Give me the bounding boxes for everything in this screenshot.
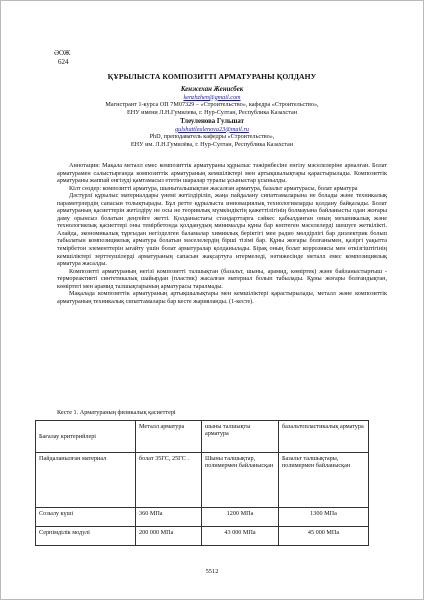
author2-email[interactable]: gulshattleulenova23@mail.ru [175,125,249,133]
table-caption: Кесте 1. Арматураның физикалық қасиеттері [57,409,176,416]
abstract-paragraph: Аннотация: Мақала металл емес композиттік арматураны құрылыс тәжірибесіне енгізу мәселелеріне арналған. Болат арматурамен салыстырғанда композиттік арматураның кемшіліктері мен артықшылықтары қарастырылады. Композиттік арматураны жаппай енгізуді қамтамасыз ететін шаралар туралы ұсыныстар ұсынылды. [57,162,387,185]
author1-affiliation: ЕНУ имени Л.Н.Гумилева, г. Нур-Султан, Республика Казахстан [126,108,298,116]
table-row [36,453,369,508]
table-cell: 360 МПа [136,508,202,527]
table-header-cell: базальтопластикалық арматура [279,421,369,453]
properties-table [35,420,369,546]
table-cell: 45 000 МПа [279,527,369,546]
udc-block [54,49,70,67]
author2-block [30,118,394,148]
table-cell: 43 000 МПа [202,527,279,546]
table-cell: Пайдаланылған материал [36,453,136,508]
table-cell: 1300 МПа [279,508,369,527]
table-cell: Шыны талшықтар, полимермен байланысқан [202,453,279,508]
table-cell: Серпімділік модулі [36,527,136,546]
table-row [36,527,369,546]
author2-position: PhD, преподаватель кафедры «Строительство», [149,133,275,141]
table-header-row [36,421,369,453]
author1-position: Магистрант 1-курса ОП 7М07329 – «Строительство», кафедра «Строительство», [105,101,319,109]
author2-affiliation: ЕНУ им. Л.Н.Гумилёва, г. Нур-Султан, Республика Казахстан [130,140,294,148]
table-row [36,508,369,527]
page-number: 5512 [205,568,219,575]
table-cell: Созылу күші [36,508,136,527]
author1-block [30,86,394,116]
paper-title: ҚҰРЫЛЫСТА КОМПОЗИТТІ АРМАТУРАНЫ ҚОЛДАНУ [107,72,317,81]
body-paragraph: Мақалада композиттік арматураның артықшылықтары мен кемшіліктері қарастырылады, металл және композиттік арматураның техникалық сипаттамалары бар кесте жарияланды. (1-кесте). [57,290,387,305]
table-cell: Базальт талшықтары, полимермен байланысқан [279,453,369,508]
table-header-cell: Бағалау критерийлері [36,421,136,453]
udc-number: 624 [58,58,69,66]
author1-email[interactable]: kenzhzhen@gmail.com [183,93,241,101]
table-header-cell: Металл арматура [136,421,202,453]
author2-name: Тлеуленова Гульшат [180,118,244,125]
table-header-cell: шыны талшықты арматура [202,421,279,453]
table-cell: болат 35ГС, 25ГС . [136,453,202,508]
body-paragraph: Дәстүрлі құрылыс материалдары үнемі жетілдіріліп, жаңа пайдалану сипаттамаларына не болады және техникалық параметрлердің сапасын толықтырады. Бұл ретте құрылыста инновациялық технологияларды қолдану байқалады. Болат арматураның қасиеттерін жетілдіру не осы не теориялық мүмкіндіктің қажеттілігінің болмауына байланысты одан жоғары даму орынсыз болатын деңгейге жетті. Қолданыстағы стандарттарға сәйкес қабылданған оның механикалық және технологиялық қасиеттері оны темірбетонда қолданудың минималды құны бар көптеген мәселелерді шешуге жеткілікті. Алайда, экономикалық тұрғыдан негізделген баламалар химиялық беріктігі мен радио мөлдірлігі бар диэлектрик болып табылатын композициялық арматура болатын мәселелердің бірші тізімі бар. Құны жоғары болғанымен, қазіргі уақытта темірбетон элементтерін ығайту үшін болат арматуралар қолданылады. Бірақ оның болат коррозиясы мен өткізгіштігінің кемшіліктері зерттеушілерді арматураның сапасын жақсартуға итермеледі, нәтижесінде металл емес композициялық арматура жасалды. [57,192,387,268]
table-cell: 1200 МПа [202,508,279,527]
table-cell: 200 000 МПа [136,527,202,546]
article-body [57,162,387,305]
body-paragraph: Композитті арматураның негізі композитті талшықтан (базальт, шыны, арамид, көміртек) және байланыстырғыш - термореактивті синтетикалық шайырдан (пластик) жасалған материал болып табылады. Құны жоғары болғандықтан, көміртегі мен арамид талшықтарының арматурасы таралмады. [57,267,387,290]
udc-code: ӘОЖ [54,49,71,57]
author1-name: Кенжехан Женисбек [180,86,244,93]
keywords-paragraph: Кілт сөздер: композитті арматура, шынытальшықтан жасалған арматура, базальт арматурасы, болат арматура [69,184,358,192]
